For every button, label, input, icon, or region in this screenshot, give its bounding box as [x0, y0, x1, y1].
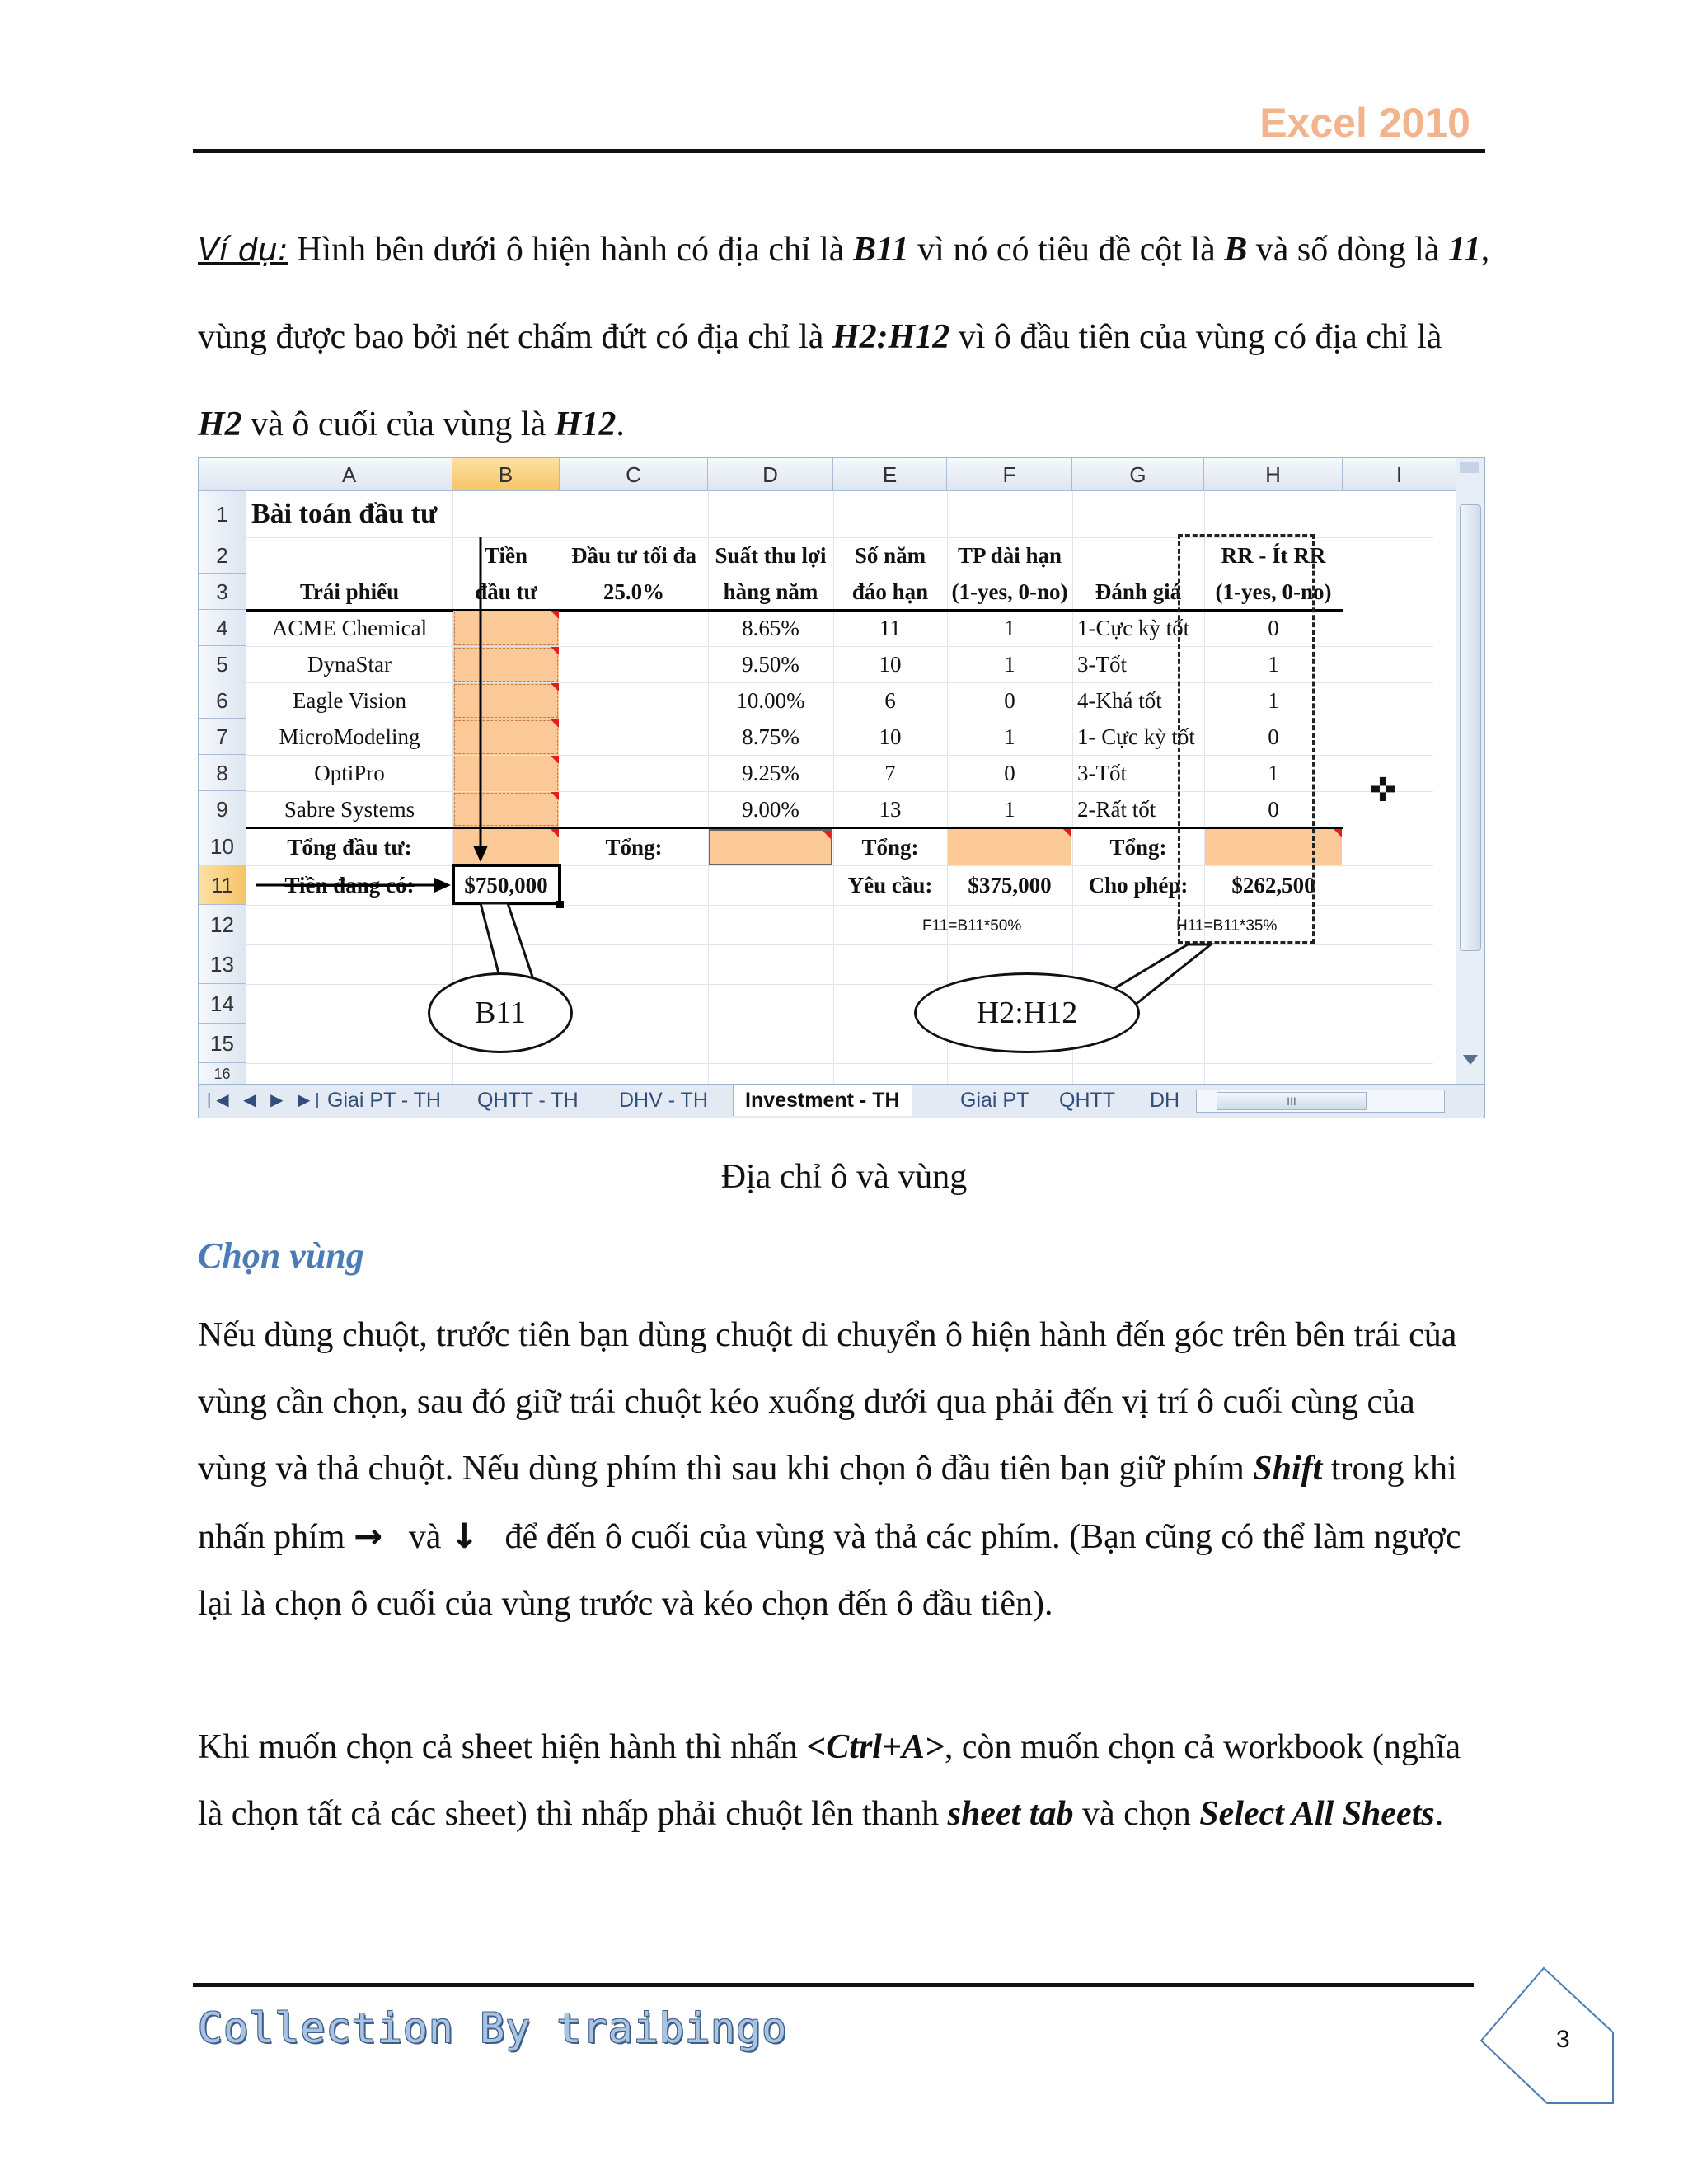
row-header-8[interactable]: 8 [199, 755, 246, 791]
row-header-7[interactable]: 7 [199, 719, 246, 755]
cell-tp[interactable]: 0 [1004, 761, 1015, 785]
cell-rate[interactable]: 9.50% [742, 652, 799, 677]
column-header-g[interactable]: G [1072, 458, 1204, 491]
cell-rr[interactable]: 0 [1268, 724, 1279, 749]
bold-term: H2 [198, 405, 242, 443]
row-header-15[interactable]: 15 [199, 1024, 246, 1063]
cell-tp[interactable]: 0 [1004, 688, 1015, 713]
spreadsheet-figure [198, 457, 1485, 1118]
cell-name[interactable]: OptiPro [314, 761, 385, 785]
cell-f11[interactable]: $375,000 [968, 873, 1052, 898]
cell-tp[interactable]: 1 [1004, 724, 1015, 749]
column-header-d[interactable]: D [708, 458, 833, 491]
text: Nếu dùng chuột, trước tiên bạn dùng chuột di chuyển ô hiện hành đến góc trên bên trái của vùng cần chọn, sau đó giữ trái chuột kéo xuống dưới qua phải đến vị trí ô cuối cùng của vùng và thả chuột. Nếu dùng phím thì sau khi chọn ô đầu tiên bạn giữ phím [198, 1316, 1457, 1488]
vertical-scroll-thumb[interactable] [1460, 504, 1481, 951]
text: và số dòng là [1247, 231, 1449, 269]
horizontal-scroll-thumb[interactable]: III [1217, 1092, 1367, 1110]
cell-name[interactable]: DynaStar [307, 652, 392, 677]
row-header-1[interactable]: 1 [199, 491, 246, 537]
section-heading: Chọn vùng [198, 1235, 364, 1276]
column-header-e[interactable]: E [833, 458, 947, 491]
document-header-title: Excel 2010 [1259, 100, 1470, 146]
cell-g10[interactable]: Tổng: [1109, 835, 1167, 860]
row-header-3[interactable]: 3 [199, 574, 246, 610]
cell-rate[interactable]: 9.00% [742, 797, 799, 822]
row-header-14[interactable]: 14 [199, 984, 246, 1024]
row-header-2[interactable]: 2 [199, 537, 246, 574]
cell-e10[interactable]: Tổng: [861, 835, 919, 860]
bold-term: H12 [554, 405, 617, 443]
cell-g11[interactable]: Cho phép: [1088, 873, 1189, 898]
text: vì ô đầu tiên của vùng có địa chỉ là [950, 318, 1442, 356]
text: , vùng được bao bởi nét chấm đứt có địa chỉ là [198, 231, 1490, 356]
cell-f3[interactable]: (1-yes, 0-no) [951, 579, 1068, 604]
row-header-12[interactable]: 12 [199, 905, 246, 944]
cell-c10[interactable]: Tổng: [605, 835, 663, 860]
scroll-down-icon[interactable] [1463, 1055, 1478, 1065]
cell-c2[interactable]: Đầu tư tối đa [571, 543, 696, 568]
cell-rate[interactable]: 8.75% [742, 724, 799, 749]
column-header-i[interactable]: I [1343, 458, 1456, 491]
paragraph-example [198, 206, 1492, 468]
cell-d3[interactable]: hàng năm [723, 579, 818, 604]
cell-name[interactable]: MicroModeling [279, 724, 420, 749]
row-header-10[interactable]: 10 [199, 827, 246, 865]
footer-rule [193, 1983, 1474, 1987]
cell-h3[interactable]: (1-yes, 0-no) [1215, 579, 1332, 604]
callout-pointers [199, 458, 1484, 1118]
text: , còn muốn chọn cả workbook (nghĩa là chọn tất cả các sheet) thì nhấp phải chuột lên thanh [198, 1728, 1461, 1833]
cell-rr[interactable]: 1 [1268, 688, 1279, 713]
text: và chọn [1073, 1795, 1200, 1833]
column-header-c[interactable]: C [560, 458, 708, 491]
cell-f2[interactable]: TP dài hạn [957, 543, 1062, 568]
page-number-shape [1471, 1961, 1620, 2118]
cell-years[interactable]: 10 [879, 724, 902, 749]
row-header-11[interactable]: 11 [199, 865, 246, 905]
cell-tp[interactable]: 1 [1004, 616, 1015, 640]
callout-b11: B11 [428, 972, 573, 1053]
sheet-tab-investment-th[interactable]: Investment - TH [733, 1085, 912, 1116]
text: và [382, 1518, 450, 1556]
row-header-13[interactable]: 13 [199, 944, 246, 984]
sheet-tab-giai-pt[interactable]: Giai PT [960, 1089, 1029, 1112]
cell-rate[interactable]: 9.25% [742, 761, 799, 785]
cell-h12[interactable]: H11=B11*35% [1176, 917, 1278, 935]
cell-name[interactable]: Eagle Vision [292, 688, 407, 713]
callout-h2-h12: H2:H12 [914, 972, 1140, 1053]
column-header-a[interactable]: A [246, 458, 452, 491]
horizontal-scrollbar[interactable] [1196, 1090, 1445, 1113]
cell-g3[interactable]: Đánh giá [1095, 579, 1182, 604]
text: Hình bên dưới ô hiện hành có địa chỉ là [288, 231, 853, 269]
cell-b11[interactable]: $750,000 [464, 873, 548, 898]
sheet-tab-dhv-th[interactable]: DHV - TH [619, 1089, 708, 1112]
sheet-tab-qhtt[interactable]: QHTT [1059, 1089, 1116, 1112]
bold-term: Select All Sheets [1199, 1795, 1435, 1833]
text: . [616, 405, 625, 443]
cell-a3[interactable]: Trái phiếu [299, 579, 400, 604]
page-number: 3 [1556, 2026, 1570, 2053]
cross-cursor-icon: ✜ [1369, 771, 1397, 809]
cell-years[interactable]: 11 [879, 616, 901, 640]
cell-b2[interactable]: Tiền [484, 543, 528, 568]
cell-e11[interactable]: Yêu cầu: [847, 873, 933, 898]
scroll-up-icon[interactable] [1460, 462, 1479, 473]
cell-b3[interactable]: đầu tư [475, 579, 537, 604]
bold-term: H2:H12 [832, 318, 950, 356]
header-rule [193, 149, 1485, 153]
bold-term: Shift [1253, 1450, 1323, 1488]
cell-c3[interactable]: 25.0% [603, 579, 665, 604]
cell-name[interactable]: Sabre Systems [284, 797, 415, 822]
arrow-right-icon: → [353, 1516, 383, 1556]
text: và ô cuối của vùng là [241, 405, 555, 443]
cell-e2[interactable]: Số năm [854, 543, 926, 568]
cell-rr[interactable]: 0 [1268, 616, 1279, 640]
cell-rating[interactable]: 2-Rất tốt [1077, 797, 1156, 822]
paragraph-select-all [198, 1714, 1492, 1848]
figure-caption: Địa chỉ ô và vùng [720, 1158, 968, 1196]
paragraph-select-range [198, 1302, 1492, 1638]
cell-name[interactable]: ACME Chemical [271, 616, 428, 640]
cell-h2[interactable]: RR - Ít RR [1221, 543, 1326, 568]
text: vì nó có tiêu đề cột là [908, 231, 1225, 269]
cell-tp[interactable]: 1 [1004, 652, 1015, 677]
cell-years[interactable]: 7 [884, 761, 896, 785]
cell-rate[interactable]: 8.65% [742, 616, 799, 640]
cell-rr[interactable]: 1 [1268, 761, 1279, 785]
text: Khi muốn chọn cả sheet hiện hành thì nhấn [198, 1728, 807, 1766]
text: trong khi nhấn phím [198, 1450, 1457, 1556]
row-header-9[interactable]: 9 [199, 791, 246, 827]
tab-navigation-icons[interactable]: |◀ ◀ ▶ ▶| [207, 1091, 325, 1109]
sheet-tab-giai-pt-th[interactable]: Giai PT - TH [327, 1089, 441, 1112]
column-header-h[interactable]: H [1204, 458, 1343, 491]
bold-term: B [1224, 231, 1248, 269]
cell-rating[interactable]: 3-Tốt [1077, 652, 1127, 677]
column-header-f[interactable]: F [947, 458, 1072, 491]
row-header-6[interactable]: 6 [199, 682, 246, 719]
cell-rr[interactable]: 1 [1268, 652, 1279, 677]
bold-term: 11 [1448, 231, 1481, 269]
cell-rate[interactable]: 10.00% [736, 688, 805, 713]
bold-term: sheet tab [947, 1795, 1074, 1833]
cell-a10[interactable]: Tổng đầu tư: [287, 835, 412, 860]
cell-rr[interactable]: 0 [1268, 797, 1279, 822]
sheet-tab-qhtt-th[interactable]: QHTT - TH [477, 1089, 579, 1112]
row-header-16[interactable]: 16 [199, 1063, 246, 1085]
bold-term: <Ctrl+A> [806, 1728, 945, 1766]
cell-f12[interactable]: F11=B11*50% [922, 917, 1022, 935]
cell-rating[interactable]: 1- Cực kỳ tốt [1077, 724, 1195, 749]
cell-e3[interactable]: đáo hạn [851, 579, 929, 604]
cell-d2[interactable]: Suất thu lợi [715, 543, 827, 568]
cell-years[interactable]: 6 [884, 688, 896, 713]
text: . [1434, 1795, 1444, 1833]
sheet-tab-bar [199, 1084, 1484, 1118]
cell-years[interactable]: 13 [879, 797, 902, 822]
cell-rating[interactable]: 1-Cực kỳ tốt [1077, 616, 1190, 640]
sheet-tab-dh[interactable]: DH [1150, 1089, 1180, 1112]
cell-years[interactable]: 10 [879, 652, 902, 677]
row-header-5[interactable]: 5 [199, 646, 246, 682]
arrow-down-icon: ↓ [449, 1516, 480, 1556]
cell-rating[interactable]: 4-Khá tốt [1077, 688, 1162, 713]
example-label: Ví dụ: [198, 232, 288, 268]
row-header-4[interactable]: 4 [199, 610, 246, 646]
cell-a11[interactable]: Tiền đang có: [284, 873, 415, 898]
column-header-b[interactable]: B [452, 458, 560, 491]
cell-tp[interactable]: 1 [1004, 797, 1015, 822]
vertical-scrollbar[interactable] [1456, 458, 1484, 1085]
footer-brand: Collection By traibingo [198, 2004, 788, 2052]
cell-a1[interactable]: Bài toán đầu tư [251, 499, 438, 529]
cell-h11[interactable]: $262,500 [1231, 873, 1315, 898]
text: để đến ô cuối của vùng và thả các phím. (Bạn cũng có thể làm ngược lại là chọn ô cuối của vùng trước và kéo chọn đến ô đầu tiên). [198, 1518, 1470, 1623]
cell-rating[interactable]: 3-Tốt [1077, 761, 1127, 785]
bold-term: B11 [852, 231, 909, 269]
